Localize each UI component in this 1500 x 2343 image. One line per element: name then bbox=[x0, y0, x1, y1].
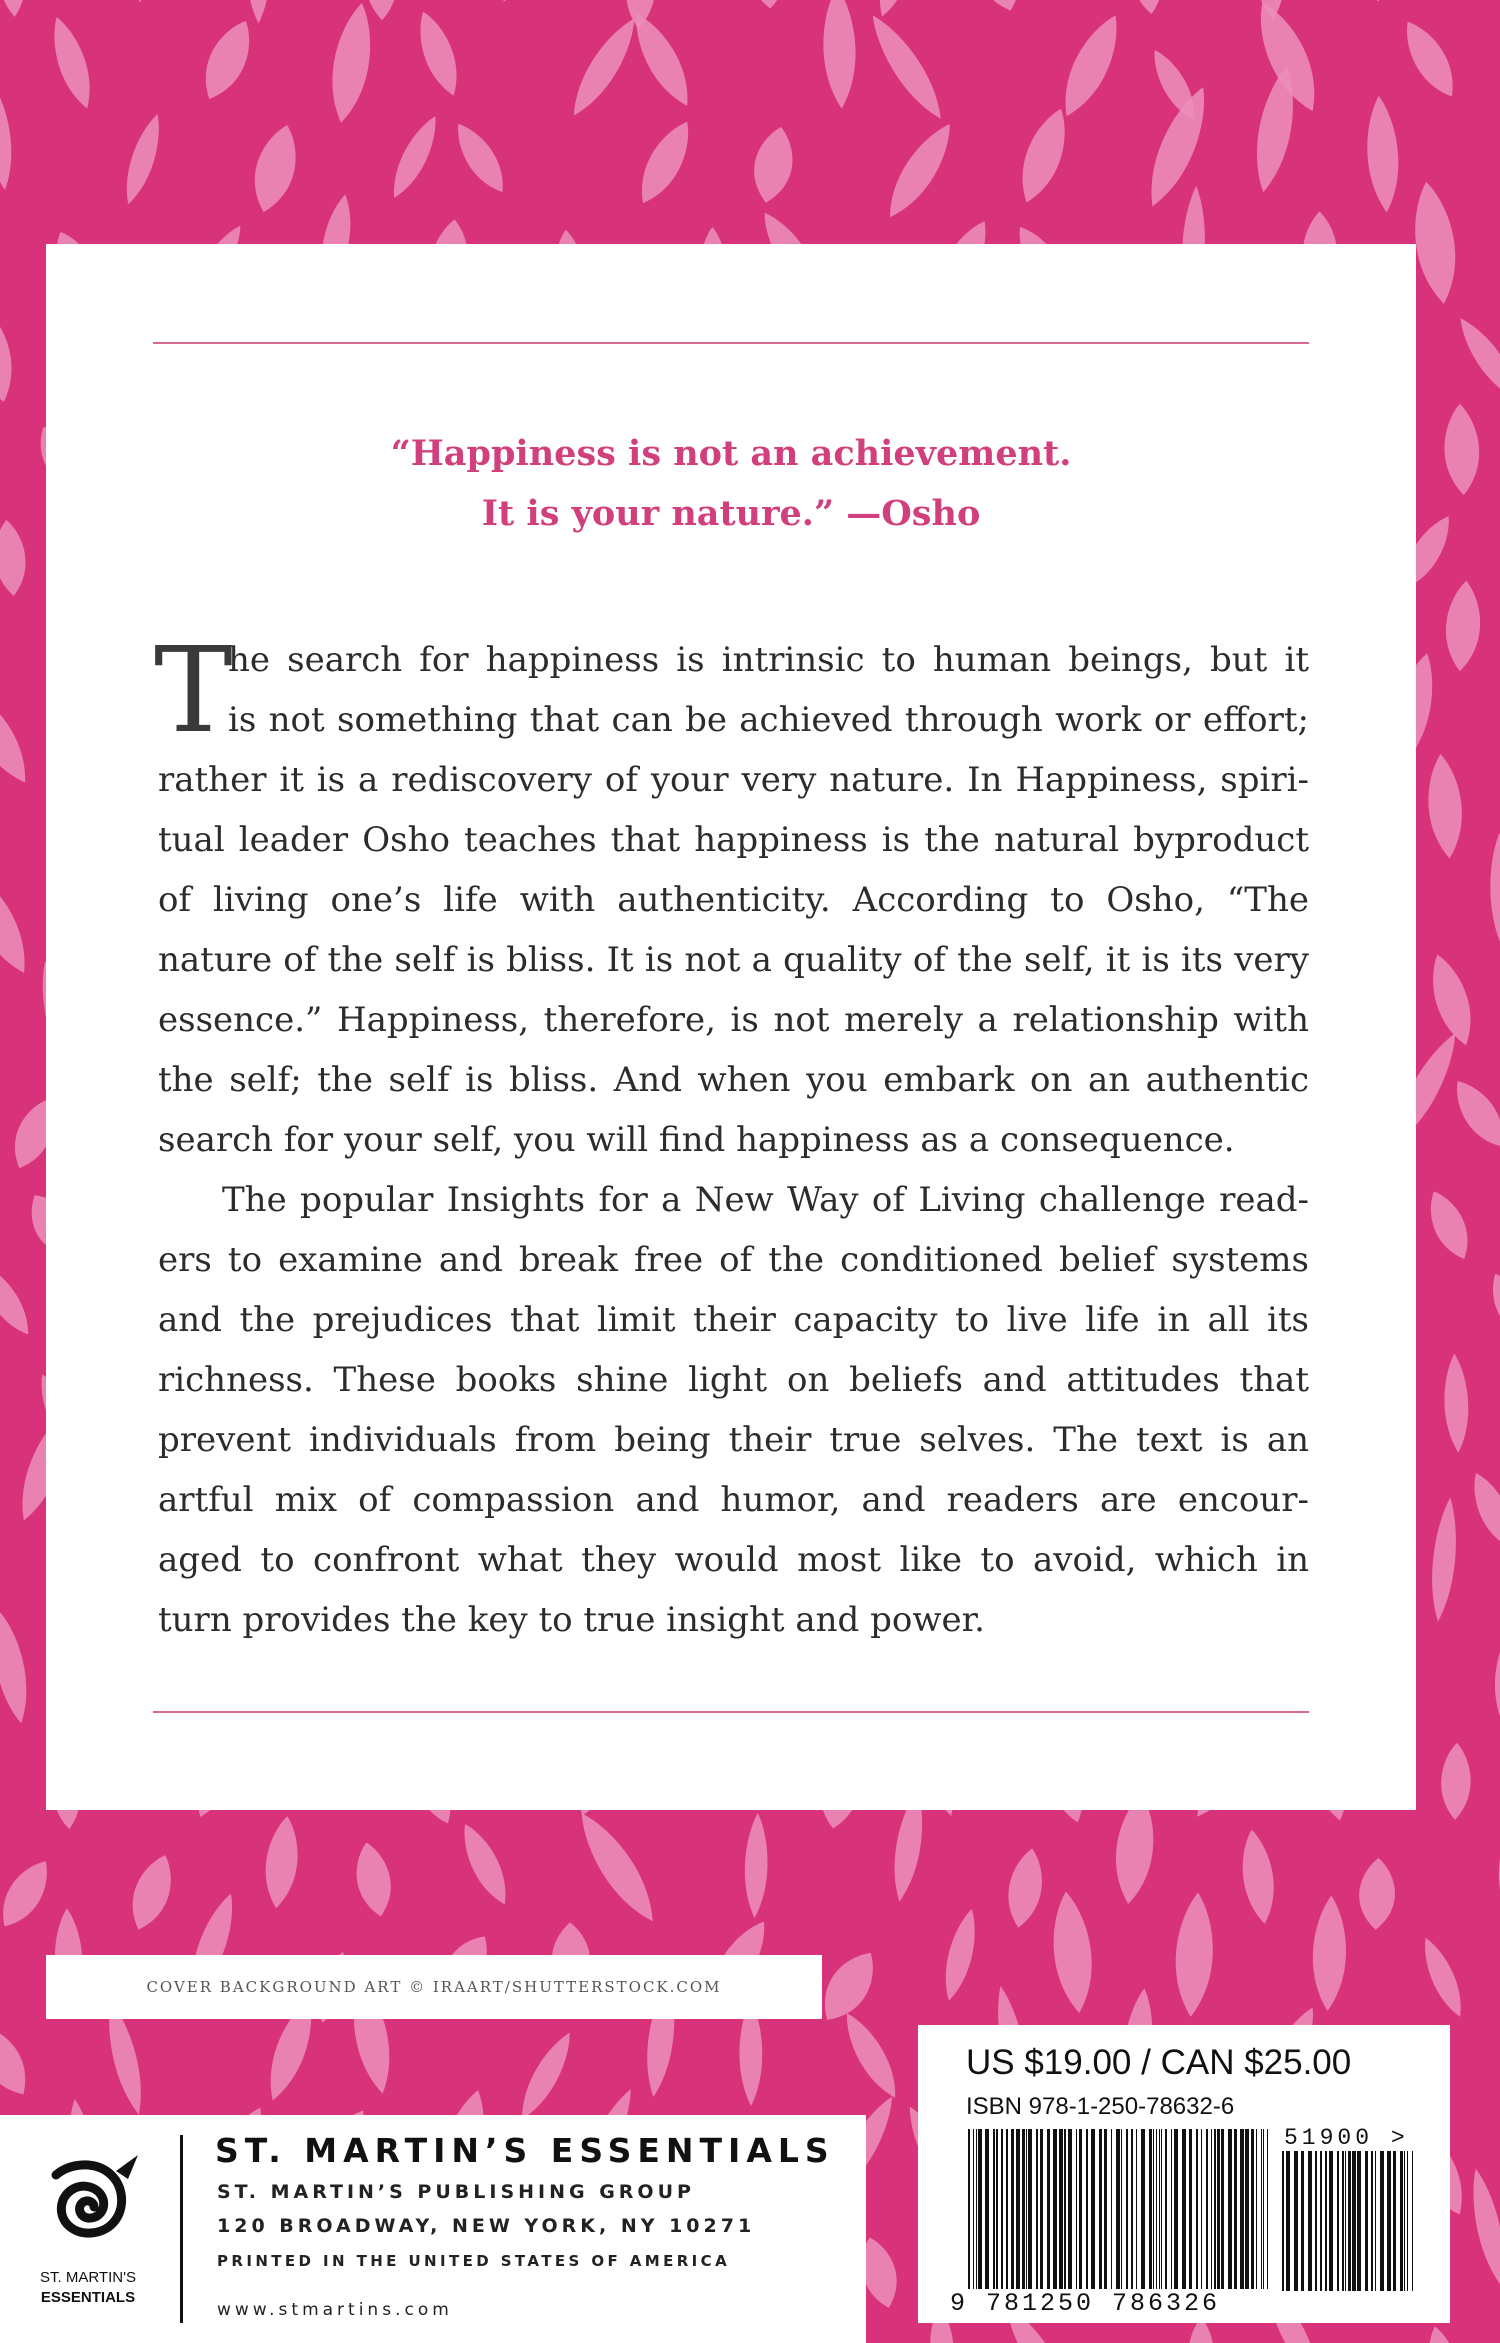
barcode-bar bbox=[1099, 2129, 1102, 2289]
barcode-bar bbox=[1345, 2151, 1346, 2291]
barcode-bar bbox=[1267, 2129, 1268, 2289]
leaf-shape bbox=[247, 0, 270, 23]
barcode-bar bbox=[973, 2129, 974, 2289]
barcode-bar bbox=[1189, 2129, 1192, 2289]
leaf-shape bbox=[1237, 1828, 1279, 1926]
leaf-shape bbox=[1420, 1185, 1478, 1265]
leaf-shape bbox=[123, 1849, 182, 1935]
barcode-bar bbox=[1217, 2129, 1220, 2289]
price-label: US $19.00 / CAN $25.00 bbox=[966, 2043, 1352, 2082]
barcode-bar bbox=[1315, 2151, 1317, 2291]
barcode-bar bbox=[1001, 2129, 1003, 2289]
paragraph-line: search for your self, you will find happiness as a consequence. bbox=[158, 1120, 1235, 1160]
barcode-bar bbox=[1261, 2129, 1262, 2289]
leaf-shape bbox=[836, 2007, 906, 2104]
leaf-shape bbox=[1464, 1468, 1500, 1553]
leaf-shape bbox=[193, 13, 261, 106]
bottom-divider bbox=[153, 1711, 1309, 1713]
barcode-bar bbox=[1016, 2129, 1020, 2289]
barcode-bar bbox=[1136, 2129, 1137, 2289]
leaf-shape bbox=[1443, 403, 1481, 496]
barcode-bar bbox=[1086, 2129, 1088, 2289]
barcode-bar bbox=[1121, 2129, 1122, 2289]
paragraph-line: nature of the self is bliss. It is not a quality of the self, it is its very bbox=[158, 940, 1309, 980]
leaf-shape bbox=[1052, 8, 1131, 123]
spiral-logo-icon bbox=[16, 2145, 156, 2265]
barcode-bar bbox=[1091, 2129, 1095, 2289]
paragraph-2 bbox=[158, 1170, 1309, 1650]
barcode-bar bbox=[1357, 2151, 1361, 2291]
publisher-address: 120 BROADWAY, NEW YORK, NY 10271 bbox=[217, 2215, 756, 2237]
paragraph-line: rather it is a rediscovery of your very nature. In Happiness, spiri- bbox=[158, 760, 1309, 800]
leaf-shape bbox=[1358, 1857, 1397, 1930]
barcode-bar bbox=[1111, 2129, 1112, 2289]
leaf-shape bbox=[1364, 95, 1402, 214]
leaf-shape bbox=[821, 0, 858, 109]
leaf-shape bbox=[111, 0, 156, 4]
barcode-bar bbox=[1234, 2129, 1237, 2289]
leaf-shape bbox=[0, 518, 29, 597]
logo-label-line-2: ESSENTIALS bbox=[40, 2289, 136, 2306]
barcode-bar bbox=[1149, 2129, 1152, 2289]
leaf-shape bbox=[748, 123, 800, 206]
paragraph-line: aged to confront what they would most like to avoid, which in bbox=[158, 1540, 1309, 1580]
printed-in: PRINTED IN THE UNITED STATES OF AMERICA bbox=[217, 2252, 731, 2270]
leaf-shape bbox=[870, 0, 923, 20]
paragraph-line: richness. These books shine light on beliefs and attitudes that bbox=[158, 1360, 1309, 1400]
leaf-shape bbox=[350, 1839, 397, 1919]
barcode-bar bbox=[1011, 2129, 1014, 2289]
barcode-bar bbox=[1196, 2129, 1198, 2289]
barcode-bar bbox=[976, 2129, 977, 2289]
leaf-shape bbox=[1424, 753, 1466, 860]
barcode-bar bbox=[1028, 2129, 1032, 2289]
paragraph-line: ers to examine and break free of the conditioned belief systems bbox=[158, 1240, 1309, 1280]
leaf-shape bbox=[44, 13, 100, 113]
cover-art-credit: COVER BACKGROUND ART © IRAART/SHUTTERSTOCK.COM bbox=[46, 1955, 822, 2019]
leaf-shape bbox=[0, 861, 39, 981]
leaf-shape bbox=[261, 1814, 303, 1910]
barcode-bar bbox=[1393, 2151, 1396, 2291]
barcode-bar bbox=[985, 2129, 989, 2289]
leaf-shape bbox=[410, 7, 467, 101]
logo-label-line-1: ST. MARTIN'S bbox=[40, 2269, 136, 2286]
leaf-shape bbox=[877, 116, 962, 225]
paragraph-1 bbox=[158, 630, 1309, 1170]
leaf-shape bbox=[447, 117, 514, 200]
leaf-shape bbox=[0, 295, 22, 407]
barcode-bar bbox=[1206, 2129, 1208, 2289]
barcode-bar bbox=[1174, 2129, 1178, 2289]
barcode-bar bbox=[1352, 2151, 1356, 2291]
paragraph-line: of living one’s life with authenticity. According to Osho, “The bbox=[158, 880, 1309, 920]
barcode-bar bbox=[1165, 2129, 1167, 2289]
leaf-shape bbox=[629, 114, 700, 210]
barcode-bar bbox=[1294, 2151, 1298, 2291]
barcode-bar bbox=[1337, 2151, 1339, 2291]
addon-barcode bbox=[1280, 2151, 1420, 2305]
barcode-bar bbox=[1221, 2129, 1224, 2289]
barcode-bar bbox=[1407, 2151, 1408, 2291]
barcode-bar bbox=[1153, 2129, 1154, 2289]
barcode-bar bbox=[1245, 2129, 1249, 2289]
paragraph-line: is not something that can be achieved through work or effort; bbox=[228, 700, 1309, 740]
leaf-shape bbox=[746, 0, 790, 10]
leaf-shape bbox=[1440, 1743, 1471, 1821]
barcode-bar bbox=[1308, 2151, 1312, 2291]
barcode-bar bbox=[1404, 2151, 1405, 2291]
barcode-bar bbox=[1282, 2151, 1284, 2291]
barcode-bar bbox=[1301, 2151, 1304, 2291]
description-panel bbox=[46, 244, 1416, 1810]
leaf-shape bbox=[432, 0, 523, 10]
ean-barcode bbox=[966, 2129, 1276, 2305]
leaf-shape bbox=[1361, 0, 1411, 4]
barcode-bar bbox=[1256, 2129, 1257, 2289]
leaf-shape bbox=[1465, 2166, 1500, 2288]
barcode-bar bbox=[1228, 2129, 1232, 2289]
leaf-shape bbox=[1445, 1073, 1500, 1156]
barcode-bar bbox=[1036, 2129, 1038, 2289]
leaf-shape bbox=[1422, 2323, 1466, 2343]
publisher-block bbox=[0, 2115, 866, 2343]
barcode-bar bbox=[1387, 2151, 1391, 2291]
drop-cap: T bbox=[154, 621, 233, 759]
top-divider bbox=[153, 342, 1309, 344]
barcode-bar bbox=[1026, 2129, 1027, 2289]
pull-quote bbox=[46, 424, 1416, 544]
leaf-shape bbox=[969, 0, 1028, 16]
barcode-bar bbox=[1104, 2129, 1107, 2289]
leaf-shape bbox=[0, 2016, 38, 2104]
quote-line-2: It is your nature.” —Osho bbox=[481, 493, 981, 534]
leaf-shape bbox=[0, 1609, 35, 1726]
leaf-shape bbox=[1451, 312, 1500, 407]
barcode-bar bbox=[1251, 2129, 1254, 2289]
leaf-shape bbox=[862, 8, 952, 126]
leaf-shape bbox=[1443, 1353, 1471, 1453]
publisher-divider bbox=[180, 2135, 183, 2323]
paragraph-line: the self; the self is bliss. And when you embark on an authentic bbox=[158, 1060, 1309, 1100]
barcode-bar bbox=[1161, 2129, 1162, 2289]
leaf-shape bbox=[0, 680, 39, 791]
barcode-bar bbox=[968, 2129, 970, 2289]
barcode-bar bbox=[1156, 2129, 1157, 2289]
barcode-bar bbox=[996, 2129, 998, 2289]
leaf-shape bbox=[1047, 1890, 1097, 2015]
leaf-shape bbox=[245, 120, 305, 217]
leaf-shape bbox=[1002, 1846, 1048, 1931]
barcode-bar bbox=[1131, 2129, 1133, 2289]
barcode-bar bbox=[1053, 2129, 1057, 2289]
barcode-bar bbox=[1380, 2151, 1384, 2291]
barcode-bar bbox=[1141, 2129, 1145, 2289]
leaf-shape bbox=[1443, 580, 1483, 673]
isbn-label: ISBN 978-1-250-78632-6 bbox=[966, 2093, 1235, 2120]
barcode-bar bbox=[1047, 2129, 1050, 2289]
paragraph-line: tual leader Osho teaches that happiness is the natural byproduct bbox=[158, 820, 1309, 860]
barcode-bar bbox=[1329, 2151, 1333, 2291]
barcode-bar bbox=[1182, 2129, 1186, 2289]
barcode-bar bbox=[1325, 2151, 1327, 2291]
paragraph-line: The popular Insights for a New Way of Living challenge read- bbox=[222, 1180, 1309, 1220]
leaf-shape bbox=[1483, 1268, 1500, 1344]
leaf-shape bbox=[938, 1906, 983, 2004]
barcode-bar bbox=[1412, 2151, 1413, 2291]
quote-line-1: “Happiness is not an achievement. bbox=[390, 433, 1072, 474]
leaf-shape bbox=[1311, 1895, 1348, 2011]
barcode-bar bbox=[1079, 2129, 1082, 2289]
barcode-bar bbox=[1371, 2151, 1373, 2291]
leaf-shape bbox=[1125, 0, 1167, 16]
barcode-bar bbox=[1159, 2129, 1160, 2289]
leaf-shape bbox=[454, 1818, 517, 1910]
leaf-shape bbox=[1492, 1806, 1500, 1908]
barcode-bar bbox=[1286, 2151, 1290, 2291]
barcode-bar bbox=[1064, 2129, 1066, 2289]
barcode-block bbox=[918, 2025, 1450, 2323]
leaf-shape bbox=[1416, 1933, 1471, 2021]
leaf-shape bbox=[0, 1255, 39, 1342]
barcode-bar bbox=[1201, 2129, 1202, 2289]
paragraph-line: artful mix of compassion and humor, and readers are encour- bbox=[158, 1480, 1309, 1520]
leaf-shape bbox=[324, 0, 379, 126]
leaf-shape bbox=[1423, 950, 1481, 1050]
barcode-bar bbox=[993, 2129, 995, 2289]
leaf-shape bbox=[1395, 14, 1465, 104]
leaf-shape bbox=[1494, 487, 1500, 597]
paragraph-line: and the prejudices that limit their capacity to live life in all its bbox=[158, 1300, 1309, 1340]
imprint-name: ST. MARTIN’S ESSENTIALS bbox=[215, 2131, 835, 2170]
barcode-bar bbox=[1068, 2129, 1072, 2289]
addon-number: 51900 > bbox=[1284, 2125, 1409, 2151]
leaf-shape bbox=[563, 12, 646, 123]
publishing-group: ST. MARTIN’S PUBLISHING GROUP bbox=[217, 2181, 695, 2203]
leaf-shape bbox=[384, 111, 446, 203]
barcode-bar bbox=[1076, 2129, 1077, 2289]
leaf-shape bbox=[512, 2027, 580, 2125]
leaf-shape bbox=[743, 1813, 769, 1919]
leaf-shape bbox=[1427, 1497, 1461, 1623]
leaf-shape bbox=[1488, 1614, 1500, 1727]
barcode-bar bbox=[1126, 2129, 1128, 2289]
publisher-website: www.stmartins.com bbox=[217, 2300, 453, 2320]
barcode-bar bbox=[1116, 2129, 1120, 2289]
barcode-bar bbox=[1214, 2129, 1216, 2289]
barcode-bar bbox=[1348, 2151, 1351, 2291]
leaf-shape bbox=[0, 1853, 59, 1935]
barcode-bar bbox=[1400, 2151, 1403, 2291]
leaf-shape bbox=[118, 111, 168, 208]
leaf-shape bbox=[1172, 1891, 1216, 2018]
ean-number: 9 781250 786326 bbox=[950, 2289, 1221, 2318]
leaf-shape bbox=[1488, 833, 1500, 951]
barcode-bar bbox=[1059, 2129, 1063, 2289]
barcode-bar bbox=[1375, 2151, 1376, 2291]
barcode-bar bbox=[1240, 2129, 1244, 2289]
paragraph-line: he search for happiness is intrinsic to human beings, but it bbox=[228, 640, 1309, 680]
book-description bbox=[154, 621, 1309, 1650]
leaf-shape bbox=[0, 82, 17, 191]
leaf-shape bbox=[1011, 103, 1077, 208]
leaf-shape bbox=[365, 0, 398, 20]
barcode-bar bbox=[1006, 2129, 1008, 2289]
barcode-bar bbox=[1171, 2129, 1172, 2289]
barcode-bar bbox=[1320, 2151, 1322, 2291]
barcode-bar bbox=[1040, 2129, 1043, 2289]
barcode-bar bbox=[1263, 2129, 1264, 2289]
barcode-bar bbox=[1365, 2151, 1368, 2291]
barcode-bar bbox=[1211, 2129, 1212, 2289]
leaf-shape bbox=[0, 0, 28, 18]
paragraph-line: turn provides the key to true insight and power. bbox=[158, 1600, 985, 1640]
paragraph-line: essence.” Happiness, therefore, is not merely a relationship with bbox=[158, 1000, 1309, 1040]
barcode-bar bbox=[978, 2129, 982, 2289]
leaf-shape bbox=[569, 1805, 666, 1930]
barcode-bar bbox=[1342, 2151, 1344, 2291]
paragraph-line: prevent individuals from being their true selves. The text is an bbox=[158, 1420, 1309, 1460]
barcode-bar bbox=[1022, 2129, 1025, 2289]
